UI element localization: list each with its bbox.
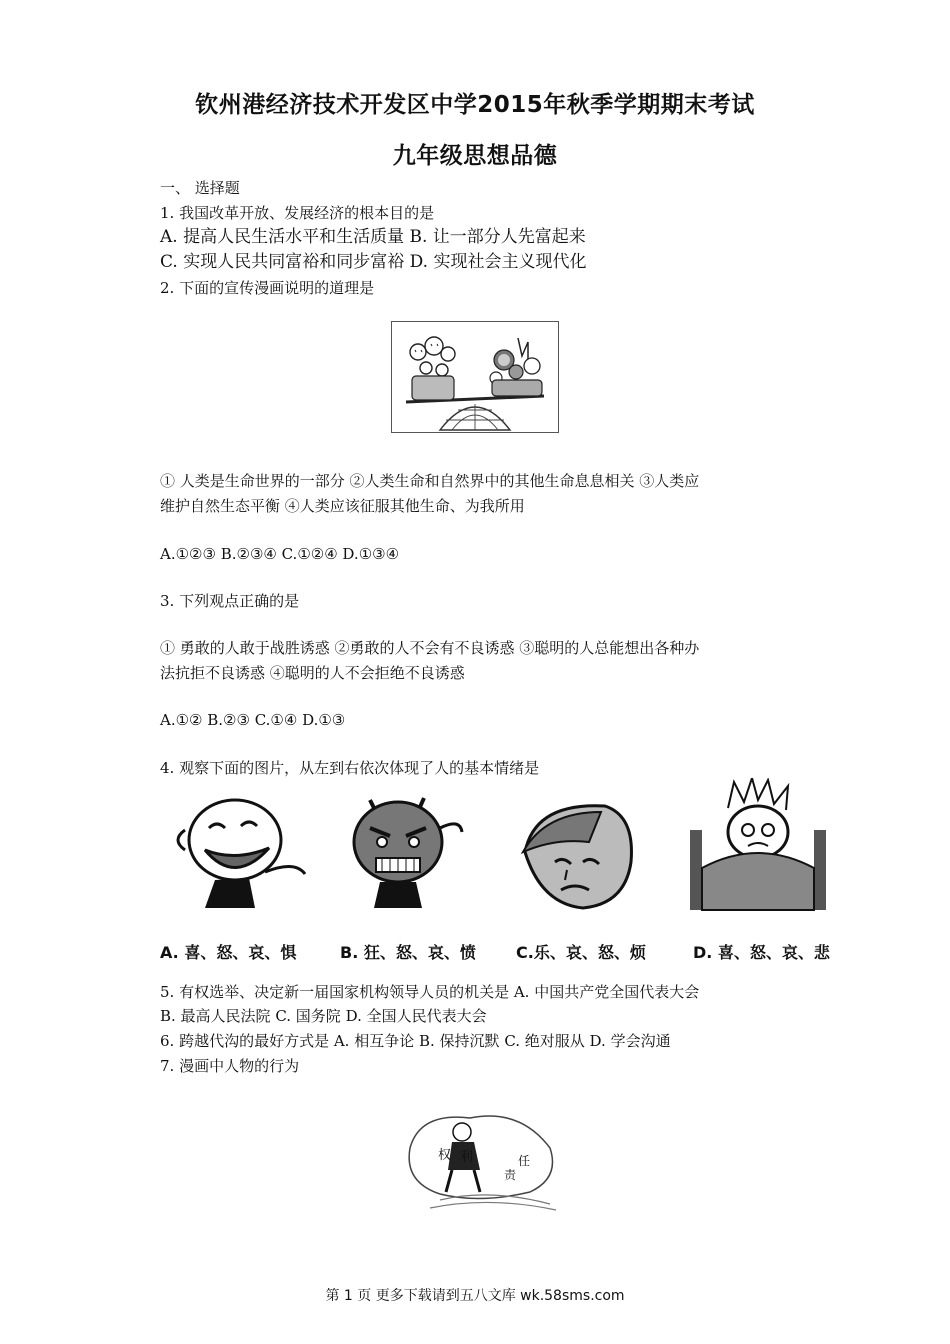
word-ren: 任 — [518, 1154, 531, 1168]
section-label: 一、 选择题 — [160, 179, 240, 197]
q1-options-ab: A. 提高人民生活水平和生活质量 B. 让一部分人先富起来 — [160, 227, 586, 247]
rights-responsibility-illustration — [400, 1108, 560, 1218]
q7-stem: 7. 漫画中人物的行为 — [160, 1057, 300, 1075]
q4-caption-c: C.乐、哀、怒、烦 — [516, 943, 646, 962]
fearful-face-image — [688, 778, 828, 912]
q4-caption-a: A. 喜、怒、哀、惧 — [160, 943, 297, 962]
page-footer: 第 1 页 更多下载请到五八文库 wk.58sms.com — [325, 1288, 625, 1304]
q3-statements-line2: 法抗拒不良诱惑 ④聪明的人不会拒绝不良诱惑 — [160, 664, 465, 682]
q5-line2: B. 最高人民法院 C. 国务院 D. 全国人民代表大会 — [160, 1007, 487, 1025]
word-ze: 责 — [504, 1168, 517, 1182]
q5-line1: 5. 有权选举、决定新一届国家机构领导人员的机关是 A. 中国共产党全国代表大会 — [160, 983, 700, 1001]
q2-statements-line2: 维护自然生态平衡 ④人类应该征服其他生命、为我所用 — [160, 497, 525, 515]
q2-options: A.①②③ B.②③④ C.①②④ D.①③④ — [160, 545, 400, 563]
q2-statements-line1: ① 人类是生命世界的一部分 ②人类生命和自然界中的其他生命息息相关 ③人类应 — [160, 472, 700, 490]
document-title: 钦州港经济技术开发区中学2015年秋季学期期末考试 — [195, 92, 755, 118]
q4-stem: 4. 观察下面的图片，从左到右依次体现了人的基本情绪是 — [160, 759, 540, 777]
q3-statements-line1: ① 勇敢的人敢于战胜诱惑 ②勇敢的人不会有不良诱惑 ③聪明的人总能想出各种办 — [160, 639, 700, 657]
q2-cartoon-image — [391, 321, 559, 433]
q1-stem: 1. 我国改革开放、发展经济的根本目的是 — [160, 204, 435, 222]
q6-line: 6. 跨越代沟的最好方式是 A. 相互争论 B. 保持沉默 C. 绝对服从 D. 学会沟通 — [160, 1032, 671, 1050]
document-subtitle: 九年级思想品德 — [392, 143, 558, 169]
q3-options: A.①② B.②③ C.①④ D.①③ — [160, 711, 346, 729]
q1-options-cd: C. 实现人民共同富裕和同步富裕 D. 实现社会主义现代化 — [160, 252, 587, 272]
happy-face-image — [165, 790, 315, 910]
q4-caption-d: D. 喜、怒、哀、悲 — [693, 943, 830, 962]
q4-caption-b: B. 狂、怒、哀、愤 — [340, 943, 476, 962]
sad-face-image — [505, 792, 650, 914]
scale-balance-illustration — [392, 322, 558, 432]
q3-stem: 3. 下列观点正确的是 — [160, 592, 300, 610]
q7-cartoon-image — [400, 1108, 560, 1218]
word-li: 利 — [460, 1150, 474, 1165]
angry-face-image — [330, 788, 470, 910]
word-quan: 权 — [438, 1148, 452, 1163]
q2-stem: 2. 下面的宣传漫画说明的道理是 — [160, 279, 375, 297]
